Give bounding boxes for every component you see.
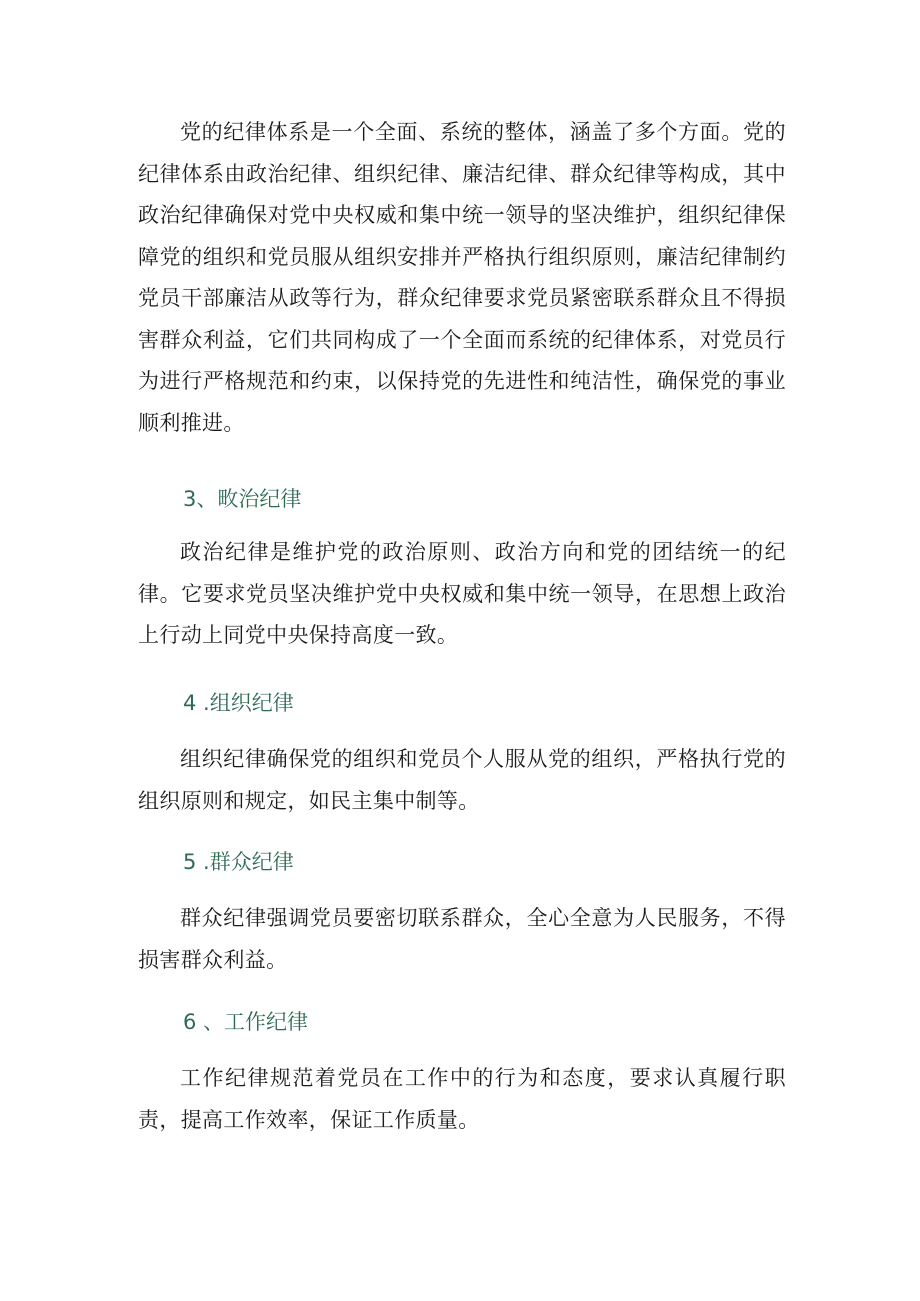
section-heading-mass-discipline: 5 .群众纪律 <box>183 850 294 874</box>
section-heading-work-discipline: 6 、工作纪律 <box>183 1010 309 1034</box>
section-body-mass-discipline: 群众纪律强调党员要密切联系群众，全心全意为人民服务，不得损害群众利益。 <box>138 906 786 972</box>
section-body-work-discipline: 工作纪律规范着党员在工作中的行为和态度，要求认真履行职责，提高工作效率，保证工作质量。 <box>138 1066 786 1132</box>
section-body-political-discipline: 政治纪律是维护党的政治原则、政治方向和党的团结统一的纪律。它要求党员坚决维护党中央权威和集中统一领导，在思想上政治上行动上同党中央保持高度一致。 <box>138 540 786 647</box>
section-heading-political-discipline: 3、畋治纪律 <box>183 487 302 511</box>
intro-paragraph: 党的纪律体系是一个全面、系统的整体，涵盖了多个方面。党的纪律体系由政治纪律、组织纪律、廉洁纪律、群众纪律等构成，其中政治纪律确保对党中央权威和集中统一领导的坚决维护，组织纪律保障党的组织和党员服从组织安排并严格执行组织原则，廉洁纪律制约党员干部廉洁从政等行为，群众纪律要求党员紧密联系群众且不得损害群众利益，它们共同构成了一个全面而系统的纪律体系，对党员行为进行严格规范和约束，以保持党的先进性和纯洁性，确保党的事业顺利推进。 <box>138 120 786 435</box>
section-heading-organizational-discipline: 4 .组织纪律 <box>183 691 294 715</box>
section-body-organizational-discipline: 组织纪律确保党的组织和党员个人服从党的组织，严格执行党的组织原则和规定，如民主集中制等。 <box>138 747 786 813</box>
